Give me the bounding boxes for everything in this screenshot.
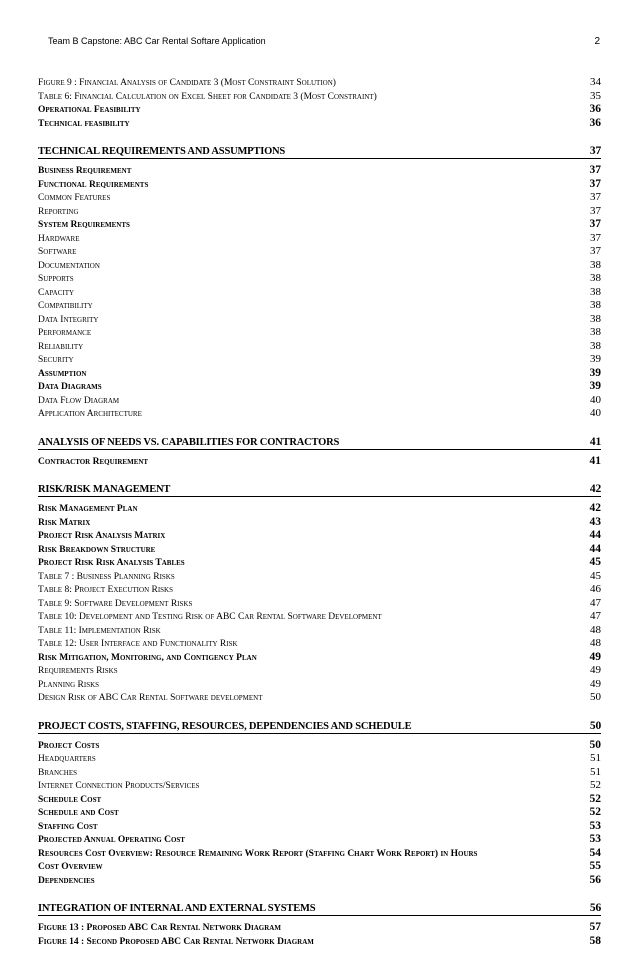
toc-entry-title: Application Architecture — [38, 409, 142, 419]
toc-entry-title: ANALYSIS OF NEEDS VS. CAPABILITIES FOR CONTRACTORS — [38, 436, 340, 448]
toc-entry[interactable] — [38, 570, 601, 584]
toc-entry-page: 54 — [589, 846, 601, 859]
toc-entry-title: Project Costs — [38, 740, 100, 751]
toc-entry[interactable] — [38, 739, 601, 753]
toc-entry-page: 49 — [589, 650, 601, 663]
toc-section-heading[interactable] — [38, 139, 601, 159]
toc-entry-page: 49 — [590, 664, 601, 676]
toc-entry-title: Table 12: User Interface and Functionality Risk — [38, 639, 238, 649]
toc-entry-page: 45 — [590, 569, 601, 582]
toc-entry[interactable] — [38, 624, 601, 638]
page-header — [38, 36, 600, 50]
toc-entry-title: Hardware — [38, 233, 80, 244]
toc-entry-page: 49 — [590, 677, 601, 690]
toc-entry-page: 52 — [589, 792, 601, 805]
toc-entry-page: 42 — [589, 502, 601, 514]
toc-entry-page: 37 — [589, 145, 601, 157]
table-of-contents — [38, 76, 601, 948]
toc-section-heading[interactable] — [38, 477, 601, 497]
toc-entry[interactable] — [38, 117, 601, 131]
toc-entry-title: PROJECT COSTS, STAFFING, RESOURCES, DEPENDENCIES AND SCHEDULE — [38, 720, 412, 732]
toc-entry-page: 37 — [590, 245, 601, 257]
toc-entry[interactable] — [38, 103, 601, 117]
toc-entry-page: 36 — [589, 103, 601, 115]
toc-entry-page: 46 — [590, 583, 601, 595]
toc-entry-title: Table 7 : Business Planning Risks — [38, 571, 175, 582]
toc-entry[interactable] — [38, 597, 601, 611]
toc-entry-title: System Requirements — [38, 220, 130, 230]
toc-entry[interactable] — [38, 164, 601, 178]
toc-entry-title: Project Risk Risk Analysis Tables — [38, 558, 185, 568]
toc-entry-title: Cost Overview — [38, 862, 103, 872]
toc-entry-title: Project Risk Analysis Matrix — [38, 531, 166, 541]
toc-entry-page: 38 — [590, 339, 601, 352]
toc-entry[interactable] — [38, 178, 601, 192]
toc-entry[interactable] — [38, 218, 601, 232]
toc-entry-title: Risk Management Plan — [38, 504, 138, 514]
toc-entry-page: 34 — [590, 76, 601, 88]
toc-entry-title: Schedule and Cost — [38, 808, 119, 818]
toc-entry[interactable] — [38, 407, 601, 421]
toc-entry[interactable] — [38, 76, 601, 90]
toc-entry[interactable] — [38, 90, 601, 104]
toc-entry-title: TECHNICAL REQUIREMENTS AND ASSUMPTIONS — [38, 146, 286, 157]
toc-entry-page: 37 — [589, 164, 601, 176]
toc-entry[interactable] — [38, 806, 601, 820]
toc-entry[interactable] — [38, 205, 601, 219]
toc-entry-page: 42 — [589, 483, 601, 495]
document-title: Team B Capstone: ABC Car Rental Softare Application — [48, 36, 266, 46]
toc-entry[interactable] — [38, 313, 601, 327]
toc-entry-page: 38 — [590, 299, 601, 311]
toc-entry[interactable] — [38, 455, 601, 469]
toc-entry[interactable] — [38, 286, 601, 300]
toc-entry-title: Functional Requirements — [38, 179, 149, 190]
toc-entry-page: 48 — [590, 637, 601, 649]
toc-entry-page: 48 — [590, 623, 601, 636]
toc-entry-title: Reliability — [38, 341, 84, 352]
toc-entry[interactable] — [38, 779, 601, 793]
toc-entry[interactable] — [38, 833, 601, 847]
toc-entry-page: 53 — [589, 819, 601, 832]
toc-entry-title: Data Integrity — [38, 314, 99, 325]
toc-entry[interactable] — [38, 935, 601, 949]
toc-entry-page: 51 — [590, 765, 601, 778]
toc-entry[interactable] — [38, 529, 601, 543]
toc-entry-title: Figure 9 : Financial Analysis of Candidate 3 (Most Constraint Solution) — [38, 78, 336, 88]
toc-entry-title: Capacity — [38, 287, 75, 298]
toc-entry-page: 39 — [590, 353, 601, 365]
toc-entry-page: 40 — [590, 407, 601, 419]
toc-entry-page: 38 — [590, 258, 601, 271]
toc-entry-page: 44 — [589, 542, 601, 555]
toc-entry-title: Planning Risks — [38, 679, 100, 690]
toc-entry-page: 50 — [589, 719, 601, 732]
toc-entry-page: 51 — [590, 752, 601, 764]
toc-entry-title: Data Flow Diagram — [38, 395, 120, 406]
toc-entry-page: 36 — [589, 116, 601, 129]
toc-entry[interactable] — [38, 353, 601, 367]
toc-entry-page: 43 — [589, 515, 601, 528]
toc-entry-page: 37 — [589, 218, 601, 230]
toc-entry-page: 38 — [590, 272, 601, 284]
toc-entry[interactable] — [38, 651, 601, 665]
toc-entry-page: 37 — [589, 177, 601, 190]
toc-entry[interactable] — [38, 691, 601, 705]
toc-entry-title: Projected Annual Operating Cost — [38, 835, 185, 845]
toc-entry-title: Performance — [38, 328, 92, 338]
toc-entry[interactable] — [38, 380, 601, 394]
toc-entry-title: Software — [38, 247, 77, 257]
toc-entry[interactable] — [38, 259, 601, 273]
toc-entry-page: 50 — [589, 738, 601, 751]
toc-entry-title: Schedule Cost — [38, 794, 102, 805]
toc-entry-page: 47 — [590, 596, 601, 609]
toc-entry-page: 47 — [590, 610, 601, 622]
toc-entry-title: Supports — [38, 274, 74, 284]
toc-entry[interactable] — [38, 191, 601, 205]
toc-entry[interactable] — [38, 610, 601, 624]
toc-entry-page: 35 — [590, 89, 601, 102]
toc-entry[interactable] — [38, 367, 601, 381]
toc-entry[interactable] — [38, 820, 601, 834]
toc-entry[interactable] — [38, 766, 601, 780]
toc-entry[interactable] — [38, 921, 601, 935]
toc-entry-title: Security — [38, 355, 74, 365]
toc-entry-page: 38 — [590, 285, 601, 298]
toc-entry-title: Risk Breakdown Structure — [38, 544, 156, 555]
toc-entry-title: Figure 14 : Second Proposed ABC Car Rental Network Diagram — [38, 936, 314, 947]
toc-entry-title: Internet Connection Products/Services — [38, 781, 200, 791]
toc-entry-title: Dependencies — [38, 875, 95, 886]
toc-entry-title: Design Risk of ABC Car Rental Software development — [38, 693, 263, 703]
toc-entry[interactable] — [38, 340, 601, 354]
toc-entry-page: 37 — [590, 204, 601, 217]
toc-entry-title: Contractor Requirement — [38, 456, 149, 467]
toc-entry-page: 39 — [589, 380, 601, 392]
toc-entry[interactable] — [38, 583, 601, 597]
toc-entry-page: 45 — [589, 556, 601, 568]
toc-entry[interactable] — [38, 272, 601, 286]
toc-entry[interactable] — [38, 752, 601, 766]
toc-entry[interactable] — [38, 847, 601, 861]
toc-entry-page: 56 — [589, 902, 601, 914]
toc-entry-page: 58 — [589, 934, 601, 947]
toc-entry-title: Risk Mitigation, Monitoring, and Contigency Plan — [38, 652, 257, 663]
toc-entry-title: Operational Feasibility — [38, 105, 141, 115]
toc-entry-title: Common Features — [38, 193, 111, 203]
toc-entry[interactable] — [38, 543, 601, 557]
toc-entry-page: 57 — [589, 921, 601, 933]
toc-entry-title: Risk Matrix — [38, 517, 91, 528]
toc-entry[interactable] — [38, 793, 601, 807]
toc-entry-page: 50 — [590, 691, 601, 703]
toc-entry[interactable] — [38, 678, 601, 692]
toc-entry[interactable] — [38, 502, 601, 516]
toc-entry-page: 52 — [589, 806, 601, 818]
toc-entry[interactable] — [38, 664, 601, 678]
toc-entry-title: Business Requirement — [38, 166, 132, 176]
toc-entry-page: 37 — [590, 231, 601, 244]
toc-entry-page: 52 — [590, 779, 601, 791]
toc-entry-page: 56 — [589, 873, 601, 886]
toc-entry-title: RISK/RISK MANAGEMENT — [38, 484, 171, 495]
toc-entry[interactable] — [38, 245, 601, 259]
toc-entry[interactable] — [38, 232, 601, 246]
toc-entry-title: Staffing Cost — [38, 821, 98, 832]
toc-entry-page: 40 — [590, 393, 601, 406]
toc-entry[interactable] — [38, 860, 601, 874]
toc-entry-page: 41 — [589, 454, 601, 467]
toc-section-heading[interactable] — [38, 714, 601, 734]
toc-entry[interactable] — [38, 394, 601, 408]
toc-entry-page: 41 — [589, 435, 601, 448]
toc-entry-page: 37 — [590, 191, 601, 203]
toc-entry-page: 38 — [590, 326, 601, 338]
toc-entry-page: 39 — [589, 366, 601, 379]
toc-entry-page: 44 — [589, 529, 601, 541]
toc-entry-title: Requirements Risks — [38, 666, 118, 676]
toc-entry-title: Assumption — [38, 368, 87, 379]
toc-entry-title: Table 10: Development and Testing Risk of ABC Car Rental Software Development — [38, 612, 382, 622]
toc-entry-page: 55 — [589, 860, 601, 872]
toc-entry-title: Table 8: Project Execution Risks — [38, 585, 174, 595]
toc-entry-title: Documentation — [38, 260, 100, 271]
toc-entry[interactable] — [38, 299, 601, 313]
toc-entry[interactable] — [38, 874, 601, 888]
toc-entry-title: Reporting — [38, 206, 79, 217]
toc-section-heading[interactable] — [38, 430, 601, 450]
toc-entry-title: Data Diagrams — [38, 382, 102, 392]
toc-entry-title: Table 9: Software Development Risks — [38, 598, 193, 609]
toc-entry-title: Resources Cost Overview: Resource Remaining Work Report (Staffing Chart Work Report) in Hours — [38, 848, 478, 859]
toc-entry[interactable] — [38, 556, 601, 570]
page-number: 2 — [594, 36, 600, 47]
toc-entry-title: Branches — [38, 767, 78, 778]
toc-entry-page: 53 — [589, 833, 601, 845]
toc-entry-page: 38 — [590, 312, 601, 325]
toc-section-heading[interactable] — [38, 896, 601, 916]
toc-entry-title: Table 6: Financial Calculation on Excel Sheet for Candidate 3 (Most Constraint) — [38, 91, 377, 102]
toc-entry-title: Headquarters — [38, 754, 96, 764]
toc-entry[interactable] — [38, 326, 601, 340]
toc-entry-title: Compatibility — [38, 301, 93, 311]
toc-entry-title: Figure 13 : Proposed ABC Car Rental Network Diagram — [38, 923, 281, 933]
toc-entry-title: INTEGRATION OF INTERNAL AND EXTERNAL SYSTEMS — [38, 903, 316, 914]
toc-entry-title: Table 11: Implementation Risk — [38, 625, 161, 636]
toc-entry[interactable] — [38, 637, 601, 651]
toc-entry[interactable] — [38, 516, 601, 530]
toc-entry-title: Technical feasibility — [38, 118, 130, 129]
